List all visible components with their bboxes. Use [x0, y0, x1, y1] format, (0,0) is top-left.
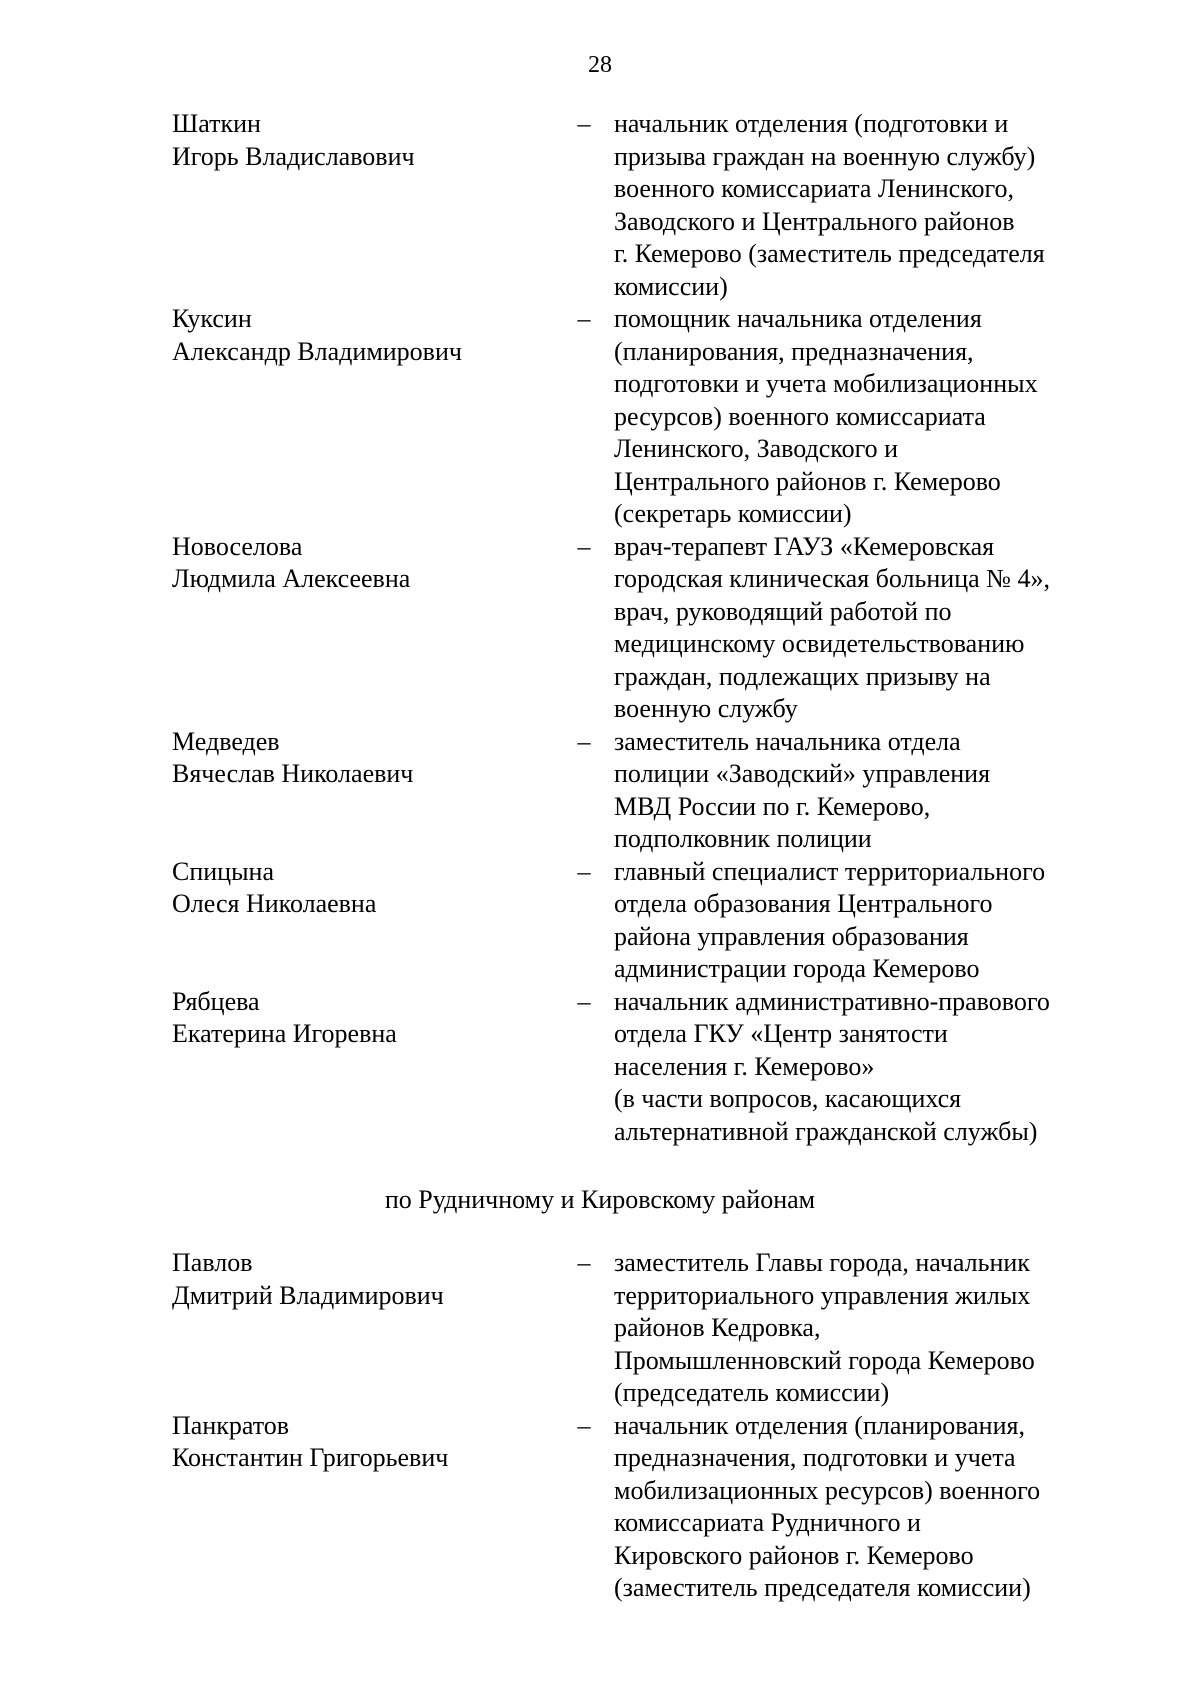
member-position: начальник отделения (подготовки и призыва граждан на военную службу) военного комиссариата Ленинского, Заводского и Центрального районов г. Кемерово (заместитель председателя комиссии) — [614, 109, 1045, 301]
member-entry — [0, 303, 1200, 531]
dash-separator: – — [577, 531, 591, 561]
member-position: помощник начальника отделения (планирования, предназначения, подготовки и учета мобилизационных ресурсов) военного комиссариата Ленинского, Заводского и Центрального районов г. Кемерово (секретарь комиссии) — [614, 304, 1038, 528]
member-given-names: Людмила Алексеевна — [172, 564, 411, 593]
member-entry — [0, 108, 1200, 303]
member-name — [172, 531, 562, 596]
member-given-names: Константин Григорьевич — [172, 1443, 449, 1472]
page-number: 28 — [588, 52, 612, 78]
dash-separator: – — [577, 1410, 591, 1440]
member-entry — [0, 1247, 1200, 1410]
member-given-names: Александр Владимирович — [172, 336, 462, 366]
member-surname: Панкратов — [172, 1410, 290, 1440]
member-position: главный специалист территориального отдела образования Центрального района управления образования администрации города Кемерово — [614, 856, 1046, 983]
dash-separator: – — [577, 856, 591, 886]
commission-list-central — [0, 108, 1200, 1148]
member-surname: Медведев — [172, 726, 280, 756]
member-entry — [0, 531, 1200, 726]
commission-list-rudnichny-kirovsky — [0, 1247, 1200, 1605]
member-position: заместитель Главы города, начальник территориального управления жилых районов Кедровка, Промышленновский города Кемерово (председатель комиссии) — [614, 1248, 1035, 1407]
dash-separator: – — [577, 304, 591, 333]
member-surname: Шаткин — [172, 109, 261, 138]
member-name — [172, 108, 562, 173]
member-surname: Спицына — [172, 856, 275, 886]
dash-separator: – — [577, 109, 591, 138]
member-surname: Новоселова — [172, 531, 303, 561]
member-position: заместитель начальника отдела полиции «Заводский» управления МВД России по г. Кемерово, подполковник полиции — [614, 726, 991, 853]
dash-separator: – — [577, 726, 591, 756]
section-heading: по Рудничному и Кировскому районам — [384, 1185, 816, 1214]
member-given-names: Олеся Николаевна — [172, 889, 377, 918]
member-entry — [0, 726, 1200, 856]
member-name — [172, 986, 562, 1051]
member-position: начальник отделения (планирования, предназначения, подготовки и учета мобилизационных ресурсов) военного комиссариата Рудничного и Кировского районов г. Кемерово (заместитель председателя комиссии) — [614, 1410, 1041, 1602]
member-name — [172, 1247, 562, 1312]
member-name — [172, 303, 562, 368]
member-entry — [0, 986, 1200, 1149]
dash-separator: – — [577, 986, 591, 1016]
member-name — [172, 1410, 562, 1475]
member-entry — [0, 1410, 1200, 1605]
member-surname: Рябцева — [172, 986, 260, 1016]
member-given-names: Дмитрий Владимирович — [172, 1280, 444, 1310]
member-position: врач-терапевт ГАУЗ «Кемеровская городская клиническая больница № 4», врач, руководящий работой по медицинскому освидетельствованию граждан, подлежащих призыву на военную службу — [614, 531, 1050, 723]
member-name — [172, 726, 562, 791]
member-name — [172, 856, 562, 921]
member-given-names: Вячеслав Николаевич — [172, 759, 414, 788]
member-surname: Куксин — [172, 304, 252, 333]
dash-separator: – — [577, 1248, 591, 1277]
member-entry — [0, 856, 1200, 986]
member-given-names: Игорь Владиславович — [172, 141, 415, 171]
member-given-names: Екатерина Игоревна — [172, 1019, 397, 1048]
member-surname: Павлов — [172, 1248, 253, 1277]
member-position: начальник административно-правового отдела ГКУ «Центр занятости населения г. Кемерово» (в части вопросов, касающихся альтернативной гражданской службы) — [614, 986, 1050, 1146]
